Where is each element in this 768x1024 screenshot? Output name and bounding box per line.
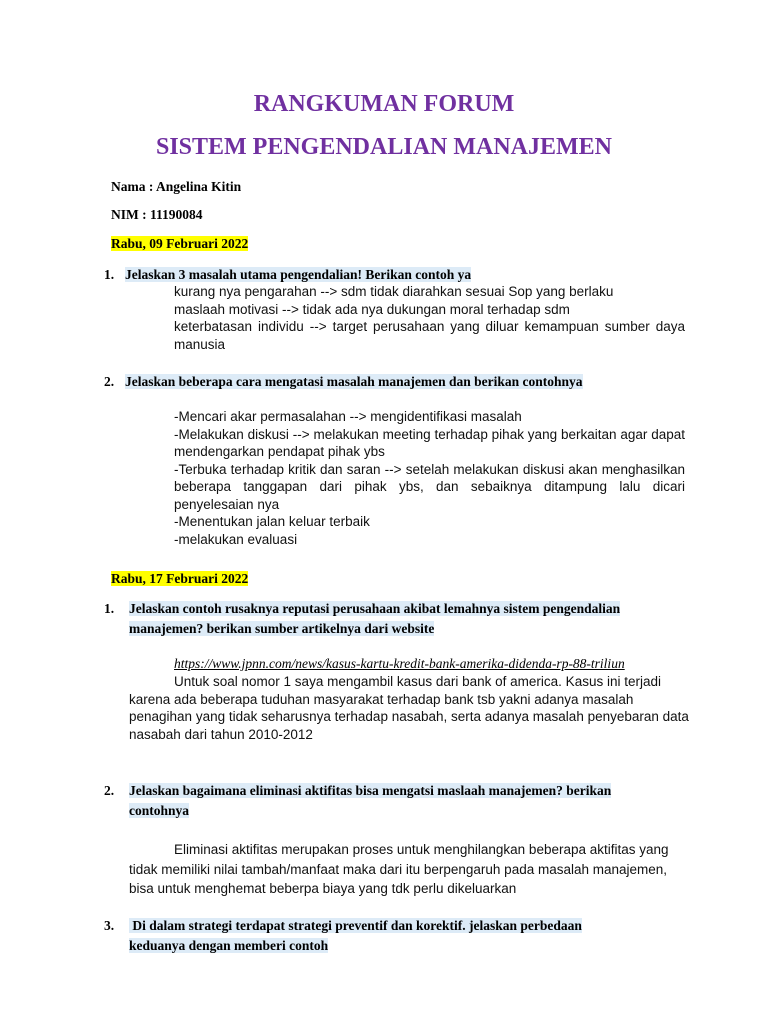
article-link[interactable]: https://www.jpnn.com/news/kasus-kartu-kredit-bank-amerika-didenda-rp-88-triliun [174,656,625,671]
answer-line: keterbatasan individu --> target perusahaan yang diluar kemampuan sumber daya manusia [174,319,685,352]
answer-block [174,283,685,353]
question-number: 2. [104,374,115,389]
question-highlight: Jelaskan 3 masalah utama pengendalian! Berikan contoh ya [125,267,472,282]
question-highlight: Jelaskan beberapa cara mengatasi masalah manajemen dan berikan contohnya [125,374,583,389]
question-highlight: manajemen? berikan sumber artikelnya dari website [129,621,435,636]
answer-line: karena ada beberapa tuduhan masyarakat terhadap bank tsb yakni adanya masalah [129,691,634,707]
question-highlight: Jelaskan contoh rusaknya reputasi perusahaan akibat lemahnya sistem pengendalian [129,601,621,616]
answer-line: -Melakukan diskusi --> melakukan meeting terhadap pihak yang berkaitan agar dapat mendengarkan pendapat pihak ybs [174,426,685,459]
question-number: 3. [104,918,115,933]
question-number: 2. [104,783,115,798]
question-text [129,599,620,639]
date-highlight: Rabu, 09 Februari 2022 [111,236,249,251]
session-date-1 [111,235,248,253]
question-highlight: Jelaskan bagaimana eliminasi aktifitas bisa mengatsi maslaah manajemen? berikan [129,783,612,798]
document-title: RANGKUMAN FORUM [253,91,515,117]
question-number: 1. [104,267,115,282]
question-highlight: Di dalam strategi terdapat strategi preventif dan korektif. jelaskan perbedaan [129,918,582,933]
answer-line: -Mencari akar permasalahan --> mengidentifikasi masalah [174,409,522,424]
answer-line: tidak memiliki nilai tambah/manfaat maka dari itu berpengaruh pada masalah manajemen, [129,861,668,877]
answer-line: maslaah motivasi --> tidak ada nya dukungan moral terhadap sdm [174,301,570,317]
answer-block [129,840,689,899]
answer-line: -Terbuka terhadap kritik dan saran --> setelah melakukan diskusi akan menghasilkan beberapa tanggapan dari pihak ybs, dan sebaiknya ditampung lalu dicari penyelesaian nya [174,461,685,512]
answer-block [129,673,689,743]
document-subtitle: SISTEM PENGENDALIAN MANAJEMEN [155,134,613,160]
question-number: 1. [104,601,115,616]
question-text [129,781,611,821]
answer-line: -melakukan evaluasi [174,531,298,547]
date-highlight: Rabu, 17 Februari 2022 [111,571,249,586]
question-highlight: contohnya [129,803,190,818]
answer-line: Eliminasi aktifitas merupakan proses untuk menghilangkan beberapa aktifitas yang [174,842,669,857]
answer-line: Untuk soal nomor 1 saya mengambil kasus dari bank of america. Kasus ini terjadi [174,674,661,689]
answer-line: bisa untuk menghemat beberpa biaya yang tdk perlu dikeluarkan [129,881,517,896]
student-name: Nama : Angelina Kitin [111,179,242,194]
answer-line: -Menentukan jalan keluar terbaik [174,514,370,529]
answer-line: kurang nya pengarahan --> sdm tidak diarahkan sesuai Sop yang berlaku [174,284,614,299]
question-text [125,372,583,392]
student-nim: NIM : 11190084 [111,207,203,222]
answer-line: nasabah dari tahun 2010-2012 [129,726,313,742]
question-text [129,916,582,956]
answer-block [174,408,685,548]
answer-line: penagihan yang tidak seharusnya terhadap nasabah, serta adanya masalah penyebaran data [129,709,689,724]
question-highlight: keduanya dengan memberi contoh [129,938,329,953]
question-text [125,265,471,285]
session-date-2 [111,570,248,588]
